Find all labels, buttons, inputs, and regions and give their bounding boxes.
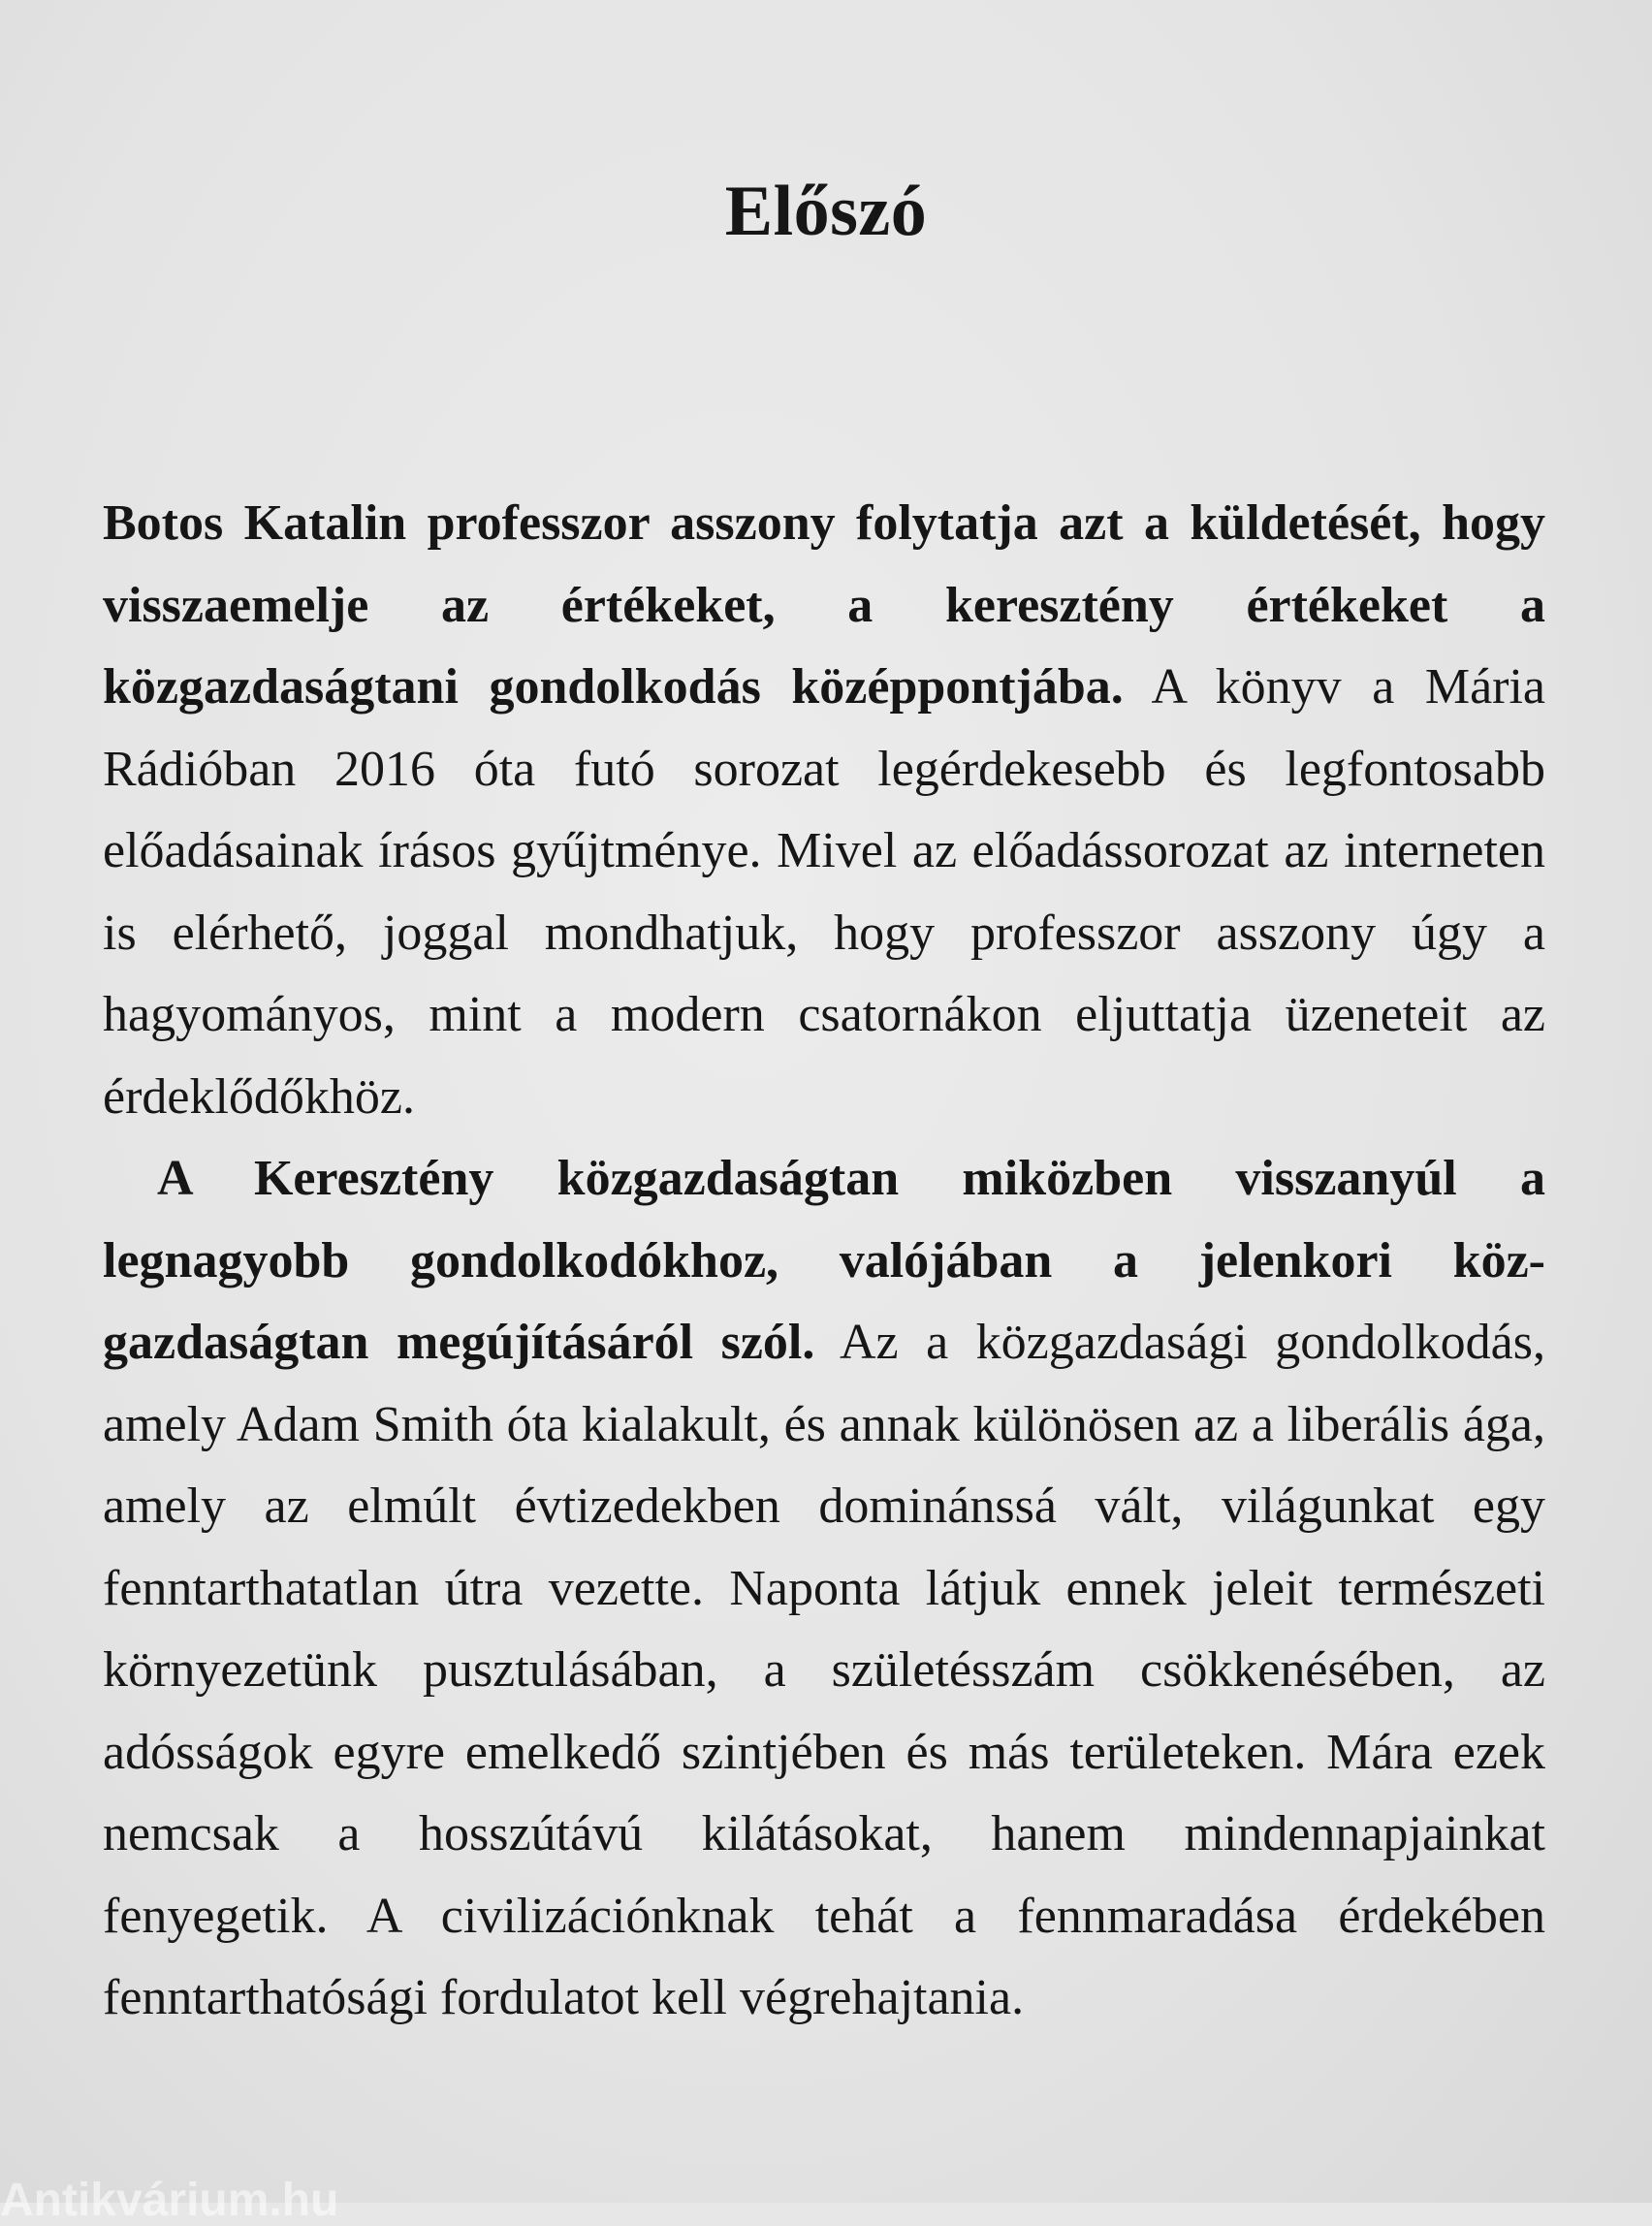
paragraph-1-regular: A könyv a Mária Rádióban 2016 óta futó sorozat legérdekesebb és legfontosabb előadásainak írásos gyűjtménye. Mivel az előadássorozat az interneten is elérhető, joggal mondhatjuk, hogy professzor asszony úgy a hagyományos, mint a modern csatornákon eljuttatja üzeneteit az érdeklődőkhöz. bbox=[103, 659, 1545, 1125]
page-title: Előszó bbox=[724, 172, 928, 251]
paragraph-2-bold: A Keresztény közgazdaságtan miközben visszanyúl a legnagyobb gondolkodókhoz, valójában a jelenkori közgazdaságtan megújításáról szól. bbox=[103, 1151, 1545, 1370]
watermark: Antikvárium.hu bbox=[0, 2175, 339, 2226]
paragraph-1 bbox=[103, 483, 1545, 1138]
paragraph-2 bbox=[103, 1138, 1545, 2040]
paragraph-2-regular: Az a közgazdasági gondolkodás, amely Adam Smith óta kialakult, és annak különösen az a liberális ága, amely az elmúlt évtizedekben dominánssá vált, világunkat egy fenntarthatatlan útra vezette. Naponta látjuk ennek jeleit természeti környezetünk pusztulásában, a születésszám csökkenésében, az adósságok egyre emelkedő szintjében és más területeken. Mára ezek nemcsak a hosszútávú kilátásokat, hanem mindennapjainkat fenyegetik. A civilizációnknak tehát a fennmaradása érdekében fenntarthatósági fordulatot kell végrehajtania. bbox=[103, 1315, 1545, 2025]
paragraph-1-bold: Botos Katalin professzor asszony folytatja azt a küldetését, hogy visszaemelje az értékeket, a keresztény értékeket a közgazdaságtani gondolkodás középpontjába. bbox=[103, 495, 1545, 715]
body-text bbox=[103, 483, 1545, 2040]
